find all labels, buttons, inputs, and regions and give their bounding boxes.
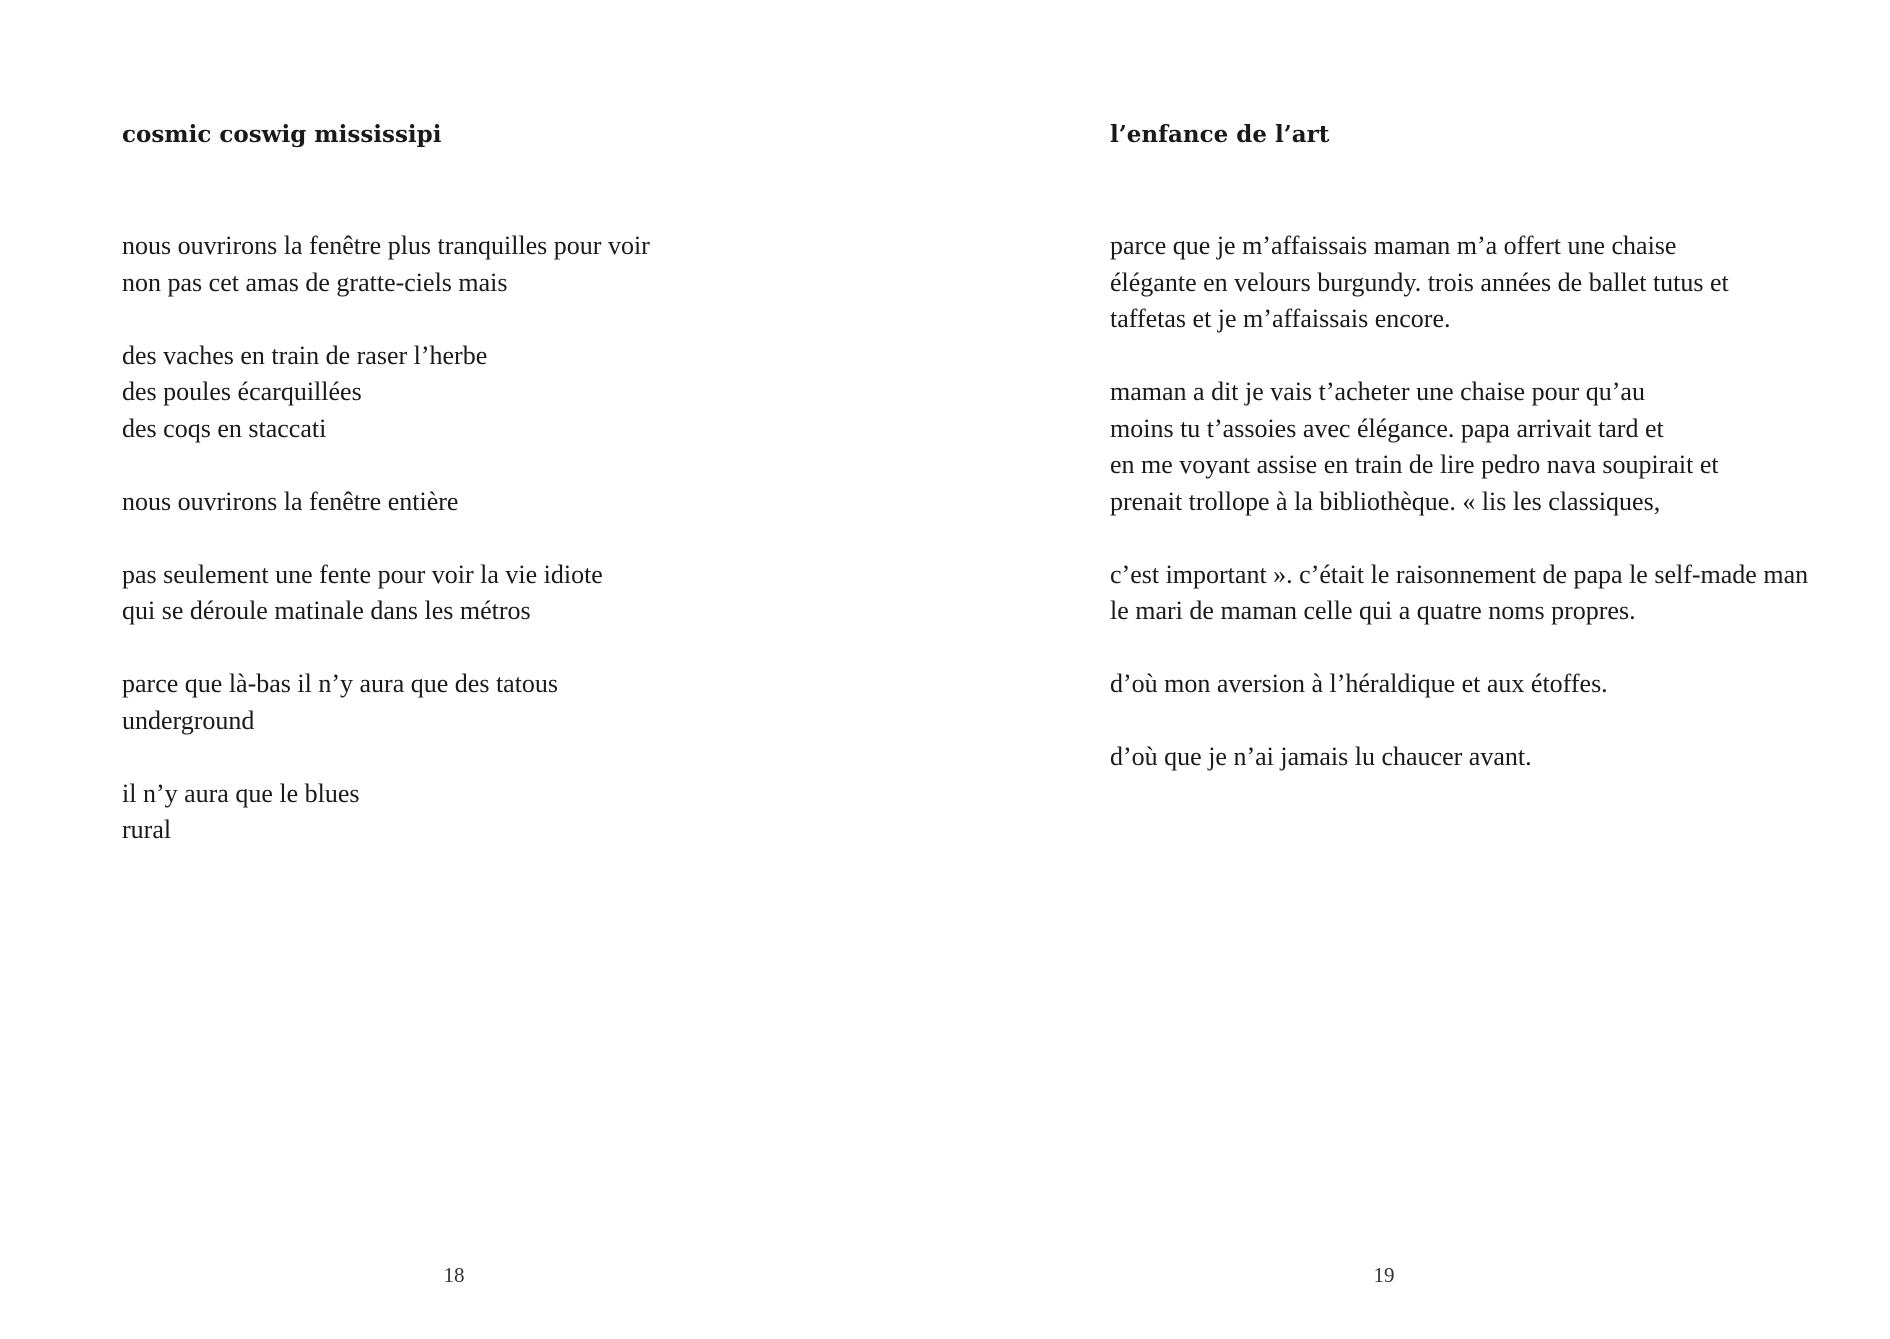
stanza <box>122 776 650 849</box>
poem-line: moins tu t’assoies avec élégance. papa arrivait tard et <box>1110 413 1664 443</box>
page-number: 18 <box>443 1263 465 1287</box>
stanza <box>1110 228 1808 338</box>
poem-line: d’où mon aversion à l’héraldique et aux étoffes. <box>1110 669 1608 698</box>
poem-line: le mari de maman celle qui a quatre noms propres. <box>1110 596 1636 625</box>
poem-line: en me voyant assise en train de lire pedro nava soupirait et <box>1110 450 1719 479</box>
poem-line: nous ouvrirons la fenêtre plus tranquilles pour voir <box>122 231 650 260</box>
poem-line: nous ouvrirons la fenêtre entière <box>122 486 459 516</box>
poem-line: prenait trollope à la bibliothèque. « lis les classiques, <box>1110 486 1661 516</box>
poem-line: qui se déroule matinale dans les métros <box>122 596 531 625</box>
stanza <box>1110 739 1808 776</box>
poem-body <box>122 228 650 885</box>
poem-line: c’est important ». c’était le raisonnement de papa le self-made man <box>1110 559 1809 589</box>
stanza <box>122 338 650 448</box>
stanza <box>122 228 650 301</box>
poem-title: l’enfance de l’art <box>1110 121 1330 148</box>
poem-line: d’où que je n’ai jamais lu chaucer avant. <box>1110 742 1532 771</box>
stanza <box>1110 374 1808 520</box>
stanza <box>122 666 650 739</box>
poem-line: il n’y aura que le blues <box>122 778 360 808</box>
right-page <box>945 0 1890 1339</box>
poem-line: underground <box>122 705 255 735</box>
poem-line: taffetas et je m’affaissais encore. <box>1110 304 1451 333</box>
poem-title: cosmic coswig mississipi <box>122 121 442 148</box>
poem-body <box>1110 228 1808 812</box>
page-number: 19 <box>1373 1263 1395 1287</box>
stanza <box>1110 557 1808 630</box>
poem-line: maman a dit je vais t’acheter une chaise pour qu’au <box>1110 377 1645 406</box>
stanza <box>1110 666 1808 703</box>
poem-line: des poules écarquillées <box>122 377 362 406</box>
poem-line: pas seulement une fente pour voir la vie idiote <box>122 559 603 589</box>
poem-line: des vaches en train de raser l’herbe <box>122 340 488 370</box>
poem-line: parce que là-bas il n’y aura que des tatous <box>122 669 559 698</box>
poem-line: rural <box>122 815 172 844</box>
poem-line: non pas cet amas de gratte-ciels mais <box>122 267 508 297</box>
poem-line: élégante en velours burgundy. trois années de ballet tutus et <box>1110 267 1729 297</box>
poem-line: des coqs en staccati <box>122 413 327 443</box>
poem-line: parce que je m’affaissais maman m’a offert une chaise <box>1110 231 1677 260</box>
stanza <box>122 557 650 630</box>
stanza <box>122 484 650 521</box>
